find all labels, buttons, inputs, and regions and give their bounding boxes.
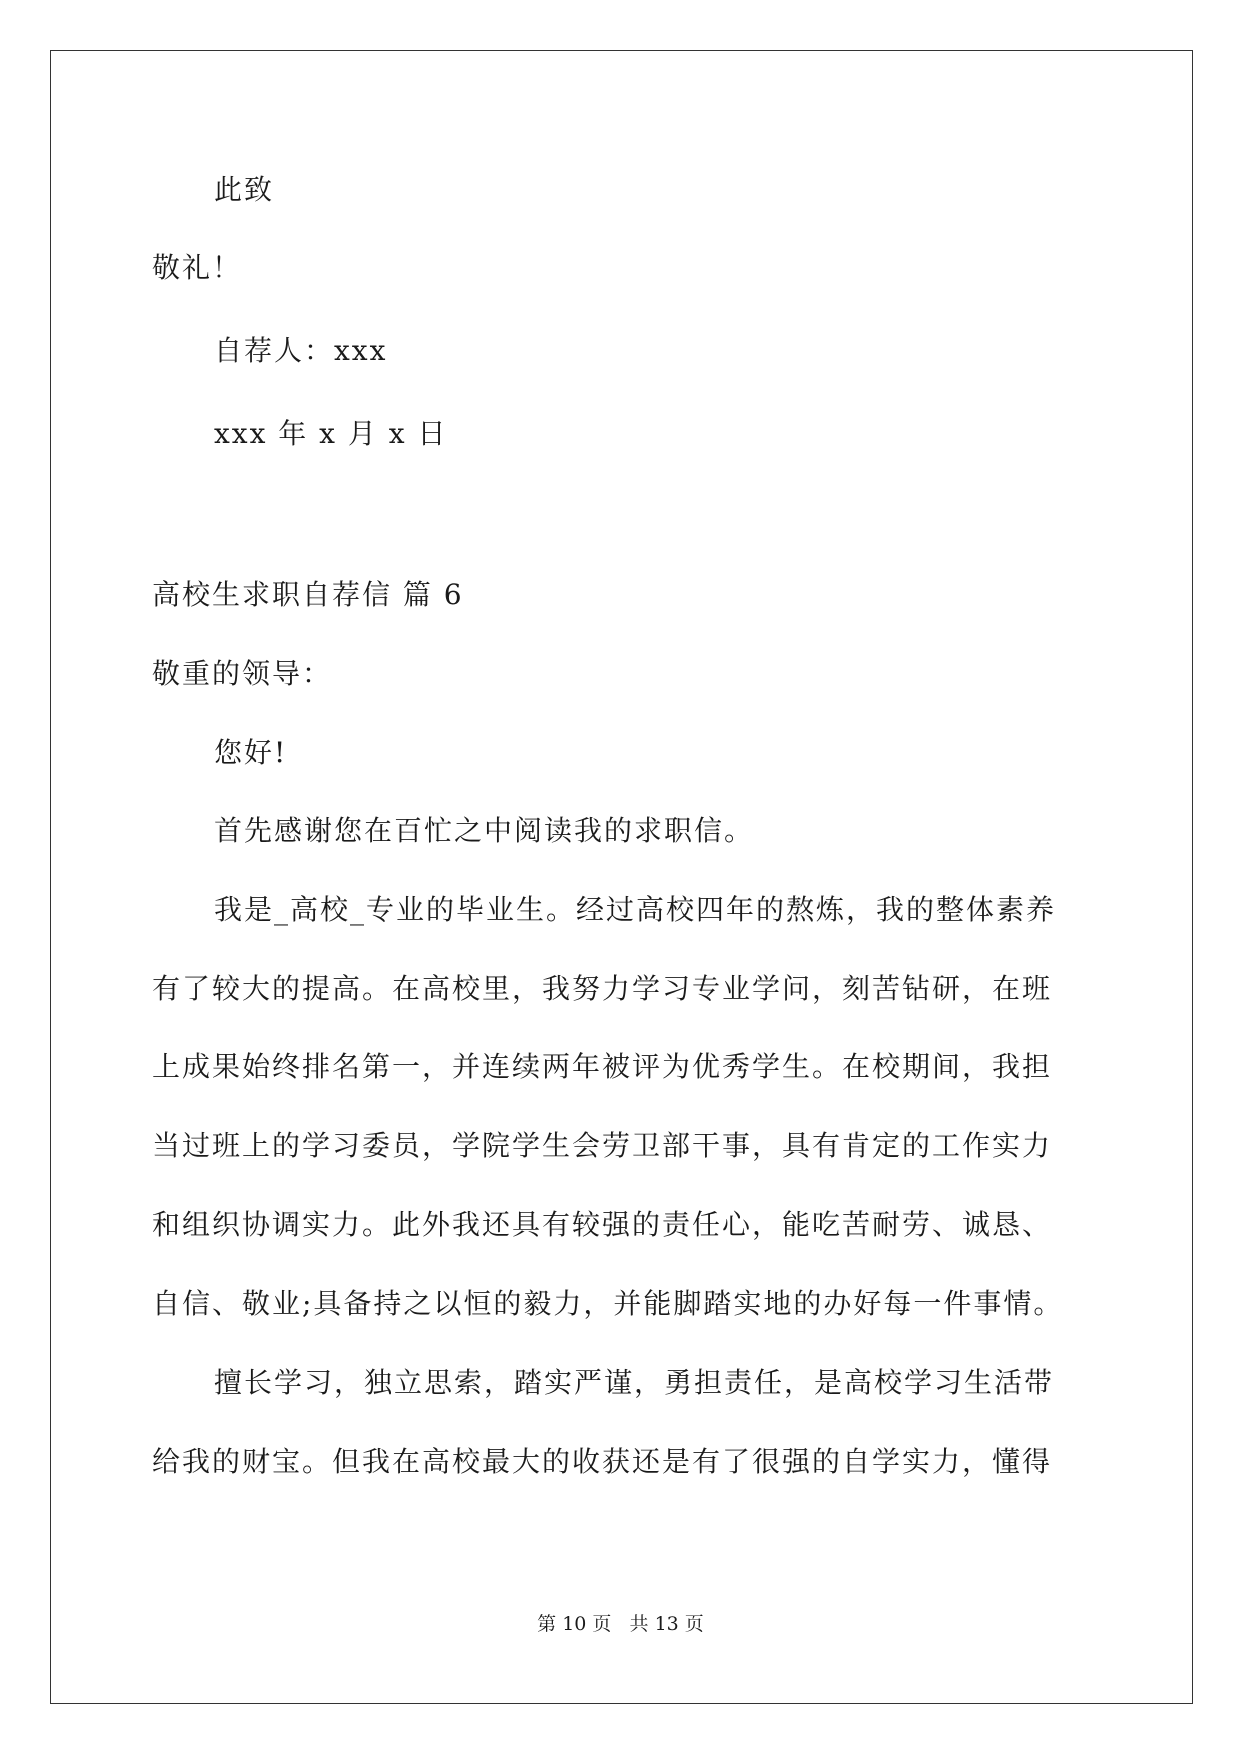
section-title: 高校生求职自荐信 篇 6 [152, 578, 464, 611]
greeting: 您好! [214, 736, 288, 769]
page-number: 第 10 页 共 13 页 [537, 1613, 704, 1635]
closing-respect: 敬礼！ [152, 251, 243, 284]
body-line: 当过班上的学习委员，学院学生会劳卫部干事，具有肯定的工作实力 [152, 1129, 1053, 1162]
body-line: 和组织协调实力。此外我还具有较强的责任心，能吃苦耐劳、诚恳、 [152, 1208, 1053, 1241]
body-line: 擅长学习，独立思索，踏实严谨，勇担责任，是高校学习生活带 [214, 1366, 1055, 1399]
body-line: 我是_高校_专业的毕业生。经过高校四年的熬炼，我的整体素养 [214, 893, 1057, 926]
addressee: 敬重的领导： [152, 657, 333, 690]
date-line: xxx 年 x 月 x 日 [214, 417, 448, 450]
body-line: 有了较大的提高。在高校里，我努力学习专业学问，刻苦钻研，在班 [152, 972, 1053, 1005]
body-line: 自信、敬业;具备持之以恒的毅力，并能脚踏实地的办好每一件事情。 [152, 1287, 1064, 1320]
body-line: 首先感谢您在百忙之中阅读我的求职信。 [214, 814, 755, 847]
body-line: 上成果始终排名第一，并连续两年被评为优秀学生。在校期间，我担 [152, 1050, 1053, 1083]
body-line: 给我的财宝。但我在高校最大的收获还是有了很强的自学实力，懂得 [152, 1445, 1053, 1478]
closing-salutation: 此致 [214, 173, 275, 206]
signer-line: 自荐人：xxx [214, 334, 388, 367]
